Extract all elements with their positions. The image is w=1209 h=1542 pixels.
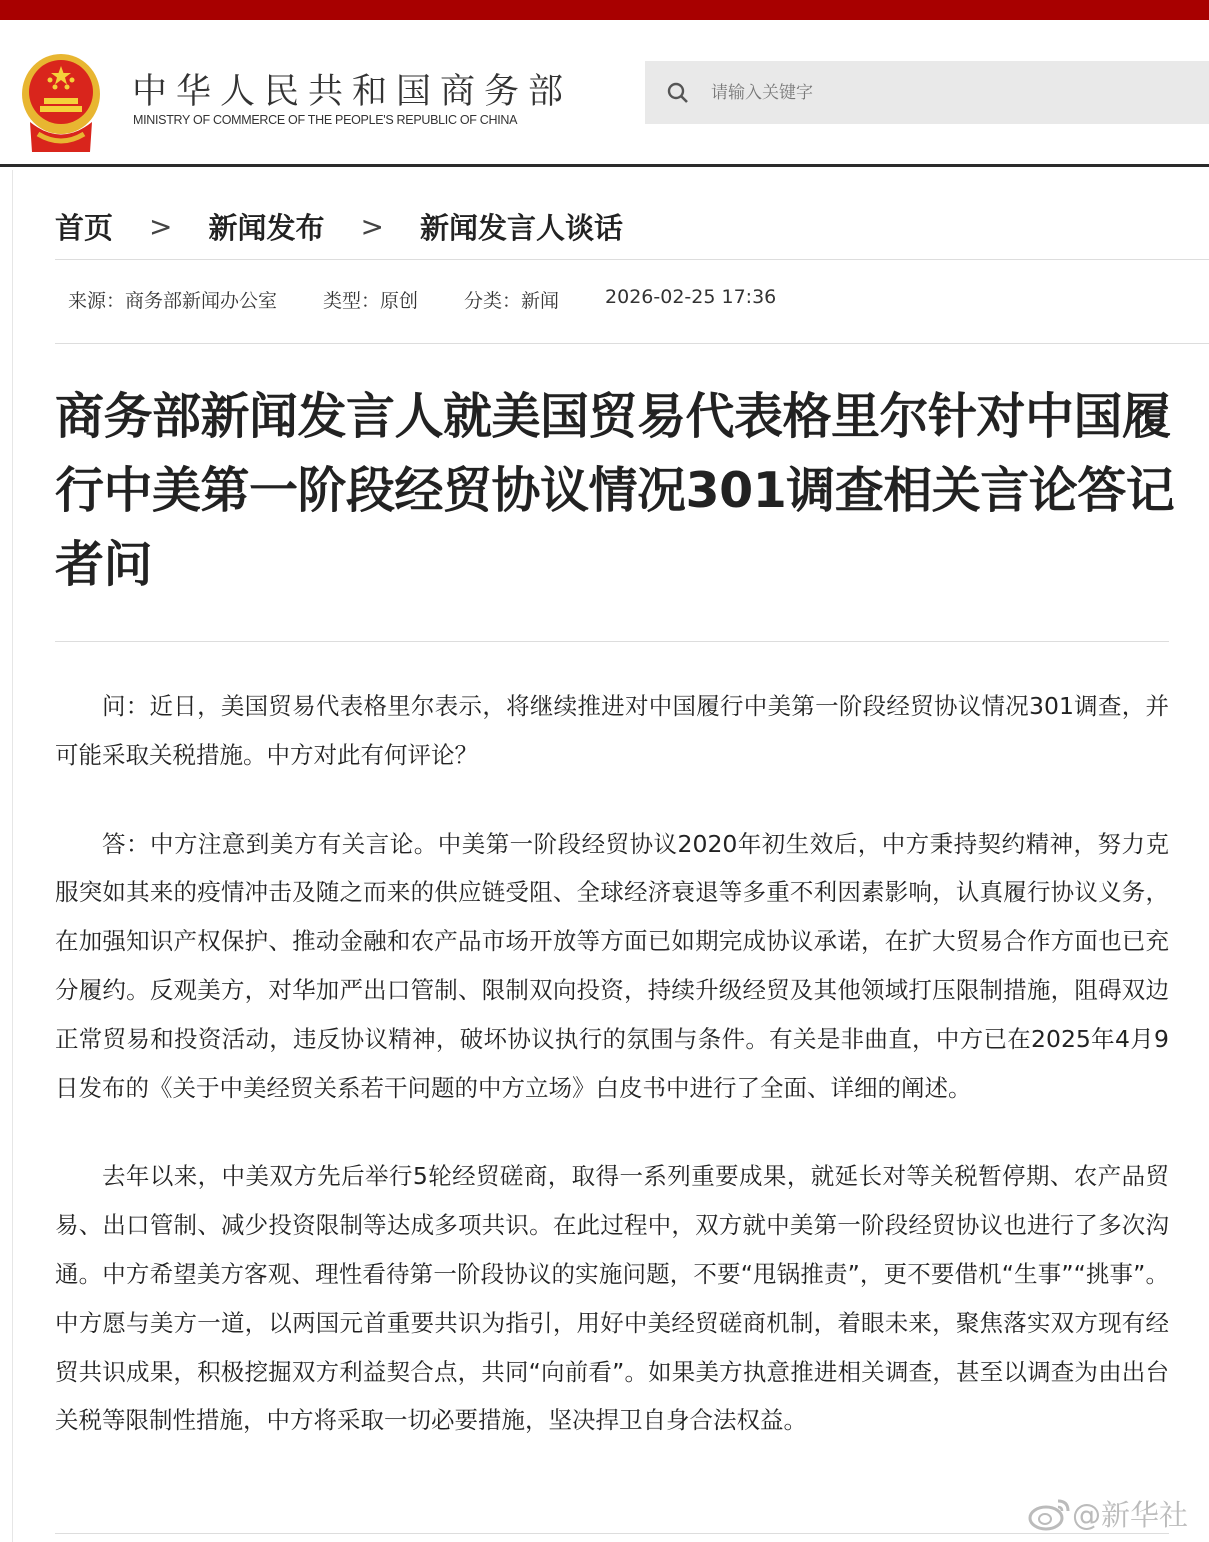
question-paragraph: 问：近日，美国贸易代表格里尔表示，将继续推进对中国履行中美第一阶段经贸协议情况301调查，并可能采取关税措施。中方对此有何评论？ <box>55 692 1169 769</box>
meta-category: 分类：新闻 <box>464 290 560 312</box>
divider <box>55 641 1169 642</box>
breadcrumb-home[interactable]: 首页 <box>55 211 114 245</box>
national-emblem-icon[interactable] <box>20 52 102 156</box>
answer-paragraph: 答：中方注意到美方有关言论。中美第一阶段经贸协议2020年初生效后，中方秉持契约精神，努力克服突如其来的疫情冲击及随之而来的供应链受阻、全球经济衰退等多重不利因素影响，认真履行协议义务，在加强知识产权保护、推动金融和农产品市场开放等方面已如期完成协议承诺，在扩大贸易合作方面也已充分履约。反观美方，对华加严出口管制、限制双向投资，持续升级经贸及其他领域打压限制措施，阻碍双边正常贸易和投资活动，违反协议精神，破坏协议执行的氛围与条件。有关是非曲直，中方已在2025年4月9日发布的《关于中美经贸关系若干问题的中方立场》白皮书中进行了全面、详细的阐述。 <box>55 829 1169 1102</box>
meta-source: 来源：商务部新闻办公室 <box>68 290 278 312</box>
search-icon[interactable] <box>667 82 689 104</box>
article-title: 商务部新闻发言人就美国贸易代表格里尔针对中国履行中美第一阶段经贸协议情况301调查相关言论答记者问 <box>55 388 1175 593</box>
divider <box>55 1533 1169 1534</box>
breadcrumb-spokesperson[interactable]: 新闻发言人谈话 <box>419 211 623 245</box>
divider <box>55 343 1209 344</box>
weibo-icon <box>1028 1497 1072 1531</box>
watermark-text: @新华社 <box>1072 1498 1189 1532</box>
chevron-right-icon: > <box>360 210 384 243</box>
breadcrumb <box>55 206 623 247</box>
meta-type: 类型：原创 <box>323 290 419 312</box>
article-meta <box>68 286 822 313</box>
search-box <box>645 61 1209 124</box>
ministry-name-cn[interactable]: 中华人民共和国商务部 <box>132 72 573 112</box>
article-body <box>55 682 1169 1485</box>
site-header <box>0 20 1209 167</box>
chevron-right-icon: > <box>149 210 173 243</box>
divider <box>55 259 1209 260</box>
breadcrumb-news-release[interactable]: 新闻发布 <box>208 211 325 245</box>
answer-paragraph: 去年以来，中美双方先后举行5轮经贸磋商，取得一系列重要成果，就延长对等关税暂停期、农产品贸易、出口管制、减少投资限制等达成多项共识。在此过程中，双方就中美第一阶段经贸协议也进行了多次沟通。中方希望美方客观、理性看待第一阶段协议的实施问题，不要“甩锅推责”，更不要借机“生事”“挑事”。中方愿与美方一道，以两国元首重要共识为指引，用好中美经贸磋商机制，着眼未来，聚焦落实双方现有经贸共识成果，积极挖掘双方利益契合点，共同“向前看”。如果美方执意推进相关调查，甚至以调查为由出台关税等限制性措施，中方将采取一切必要措施，坚决捍卫自身合法权益。 <box>55 1162 1169 1435</box>
search-input[interactable] <box>711 83 1161 103</box>
top-red-bar <box>0 0 1209 20</box>
xinhua-watermark <box>1028 1493 1188 1534</box>
left-divider <box>12 170 13 1542</box>
meta-datetime: 2026-02-25 17:36 <box>605 286 777 308</box>
ministry-name-en[interactable]: MINISTRY OF COMMERCE OF THE PEOPLE'S REPUBLIC OF CHINA <box>133 113 518 127</box>
